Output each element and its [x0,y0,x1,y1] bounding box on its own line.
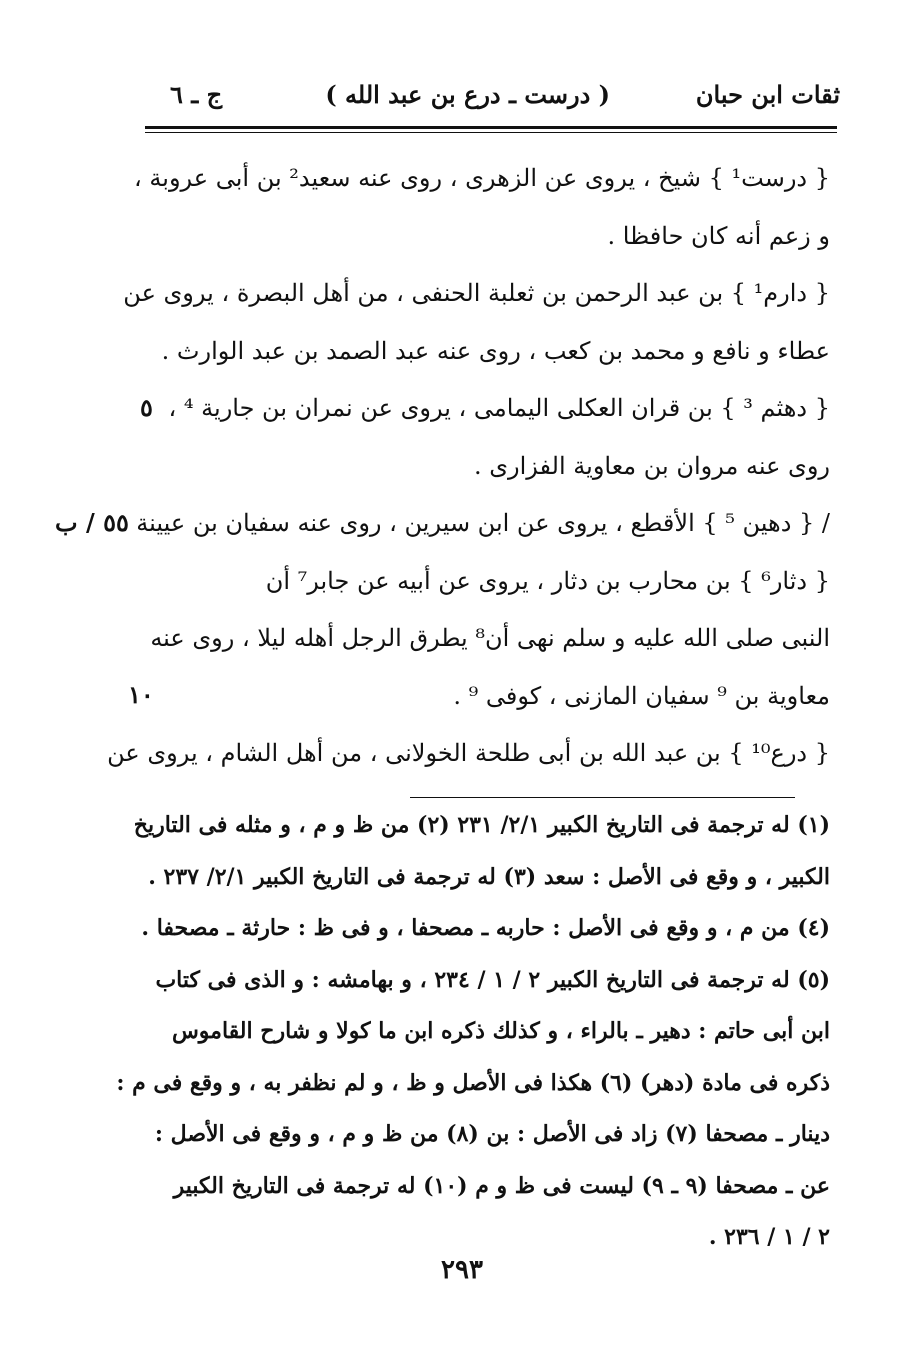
volume-label: ج ـ ٦ [170,80,223,109]
footnotes [116,800,830,1264]
footnote-line: عن ـ مصحفا (٩ ـ ٩) ليست فى ظ و م (١٠) له ترجمة فى التاريخ الكبير [173,1172,830,1199]
body-line: و زعم أنه كان حافظا . [607,221,830,250]
body-line: { درست¹ } شيخ ، يروى عن الزهرى ، روى عنه سعيد² بن أبى عروبة ، [134,164,830,192]
footnote-line: ذكره فى مادة (دهر) (٦) هكذا فى الأصل و ظ ، و لم نظفر به ، و وقع فى م : [116,1069,830,1096]
footnote-line: الكبير ، و وقع فى الأصل : سعد (٣) له ترجمة فى التاريخ الكبير ٢/١/ ٢٣٧ . [148,863,830,890]
body-line: / { دهين ⁵ } الأقطع ، يروى عن ابن سيرين ، روى عنه سفيان بن عيينة . [121,509,830,537]
section-range: ( درست ـ درع بن عبد الله ) [325,80,610,109]
line-number-10: ١٠ [128,680,154,709]
line-number-5: ٥ [140,393,153,422]
body-line: معاوية بن ⁹ سفيان المازنى ، كوفى ⁹ . [453,681,830,710]
body-line: روى عنه مروان بن معاوية الفزارى . [473,451,830,480]
folio-marker: ٥٥ / ب [55,508,129,537]
body-line: { دثار⁶ } بن محارب بن دثار ، يروى عن أبيه عن جابر⁷ أن [265,566,830,595]
header-rule-thick [145,126,837,129]
book-title: ثقات ابن حبان [695,80,840,109]
footnote-line: (٤) من م ، و وقع فى الأصل : حاربه ـ مصحفا ، و فى ظ : حارثة ـ مصحفا . [141,915,830,941]
footnote-line: (١) له ترجمة فى التاريخ الكبير ٢/١/ ٢٣١ (٢) من ظ و م ، و مثله فى التاريخ [133,812,830,838]
body-line: { درع¹⁰ } بن عبد الله بن أبى طلحة الخولانى ، من أهل الشام ، يروى عن [107,739,830,767]
page-number: ٢٩٣ [441,1255,483,1285]
footnote-line: ابن أبى حاتم : دهير ـ بالراء ، و كذلك ذكره ابن ما كولا و شارح القاموس [171,1018,830,1044]
running-header [150,80,840,120]
footnote-line: (٥) له ترجمة فى التاريخ الكبير ٢ / ١ / ٢٣٤ ، و بهامشه : و الذى فى كتاب [155,966,830,993]
body-line: { دارم¹ } بن عبد الرحمن بن ثعلبة الحنفى ، من أهل البصرة ، يروى عن [123,279,830,307]
body-line: النبى صلى الله عليه و سلم نهى أن⁸ يطرق الرجل أهله ليلا ، روى عنه [150,624,830,652]
footnote-line: دينار ـ مصحفا (٧) زاد فى الأصل : بن (٨) من ظ و م ، و وقع فى الأصل : [154,1121,830,1147]
footnote-line: ٢ / ١ / ٢٣٦ . [708,1224,830,1250]
body-line: عطاء و نافع و محمد بن كعب ، روى عنه عبد الصمد بن عبد الوارث . [161,336,830,365]
header-rule-thin [145,132,837,133]
footnote-separator [410,797,795,798]
body-line: { دهثم ³ } بن قران العكلى اليمامى ، يروى عن نمران بن جارية ⁴ ، [168,394,830,422]
